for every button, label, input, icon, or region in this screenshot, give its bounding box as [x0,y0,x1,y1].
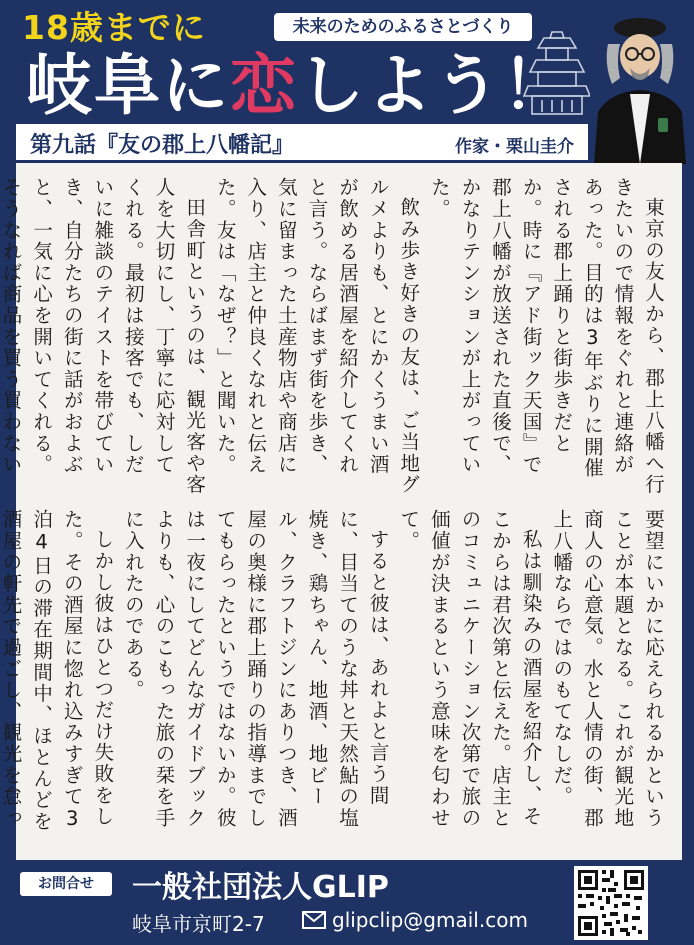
article-paragraph: 田舎町というのは、観光客や客人を大切にし、丁寧に応対してくれる。最初は接客でも、しだいに雑談のテイストを帯びていき、自分たちの街に話がおよぶと、一気に心を開いてくれる。そうなれば商品を買う買わない [0,177,207,495]
author-name: 作家・栗山圭介 [455,137,574,157]
article-paragraph: 要望にいかに応えられるかということが本題となる。これが観光地商人の心意気。水と人情の街、郡上八幡ならではのもてなしだ。 [550,509,665,829]
footer [0,860,694,945]
headline-part1: 岐阜に [26,47,230,124]
qr-code[interactable] [574,866,648,940]
article-paragraph: しかし彼はひとつだけ失敗をした。その酒屋に惚れ込みすぎて3泊4日の滞在期間中、ほとんどを酒屋の軒先で過ごし、観光を怠っ [0,509,115,832]
article-column-top [0,177,668,495]
series-headline [26,47,570,124]
kicker-text: 18歳までに [22,8,206,47]
contact-label: お問合せ [20,872,112,896]
article-column-bottom [0,509,668,847]
episode-bar [16,124,588,163]
tagline-badge: 未来のためのふるさとづくり [274,13,532,41]
address-text: 岐阜市京町2-7 [132,912,265,936]
castle-icon [522,26,592,118]
email-link[interactable]: glipclip@gmail.com [332,908,528,932]
headline-accent: 恋 [230,47,298,124]
author-photo [590,14,686,164]
article-paragraph: 私は馴染みの酒屋を紹介し、そこからは君次第と伝えた。店主とのコミュニケーション次第で旅の価値が決まるという意味を匂わせて。 [397,509,543,829]
article-paragraph: 飲み歩き好きの友は、ご当地グルメよりも、とにかくうまい酒が飲める居酒屋を紹介してくれと言う。ならばまず街を歩き、気に留まった土産物店や商店に入り、店主と仲良くなれと伝えた。友は「なぜ？」と聞いた。 [213,177,421,495]
header [0,0,694,124]
mail-icon [302,911,326,929]
organization-name: 一般社団法人GLIP [132,870,389,905]
article-paragraph: 東京の友人から、郡上八幡へ行きたいので情報をぐれと連絡があった。目的は3年ぶりに開催される郡上踊りと街歩きだとか。時に『アド街ック天国』で郡上八幡が放送された直後で、かなりテンションが上がっていた。 [427,177,665,495]
article-body [0,163,682,860]
article-paragraph: すると彼は、あれよと言う間に、目当てのうな丼と天然鮎の塩焼き、鶏ちゃん、地酒、地ビール、クラフトジンにありつき、酒屋の奥様に郡上踊りの指導までしてもらったというではないか。彼は一夜にしてどんなガイドブックよりも、心のこもった旅の栞を手に入れたのである。 [121,509,390,829]
headline-part2: しよう！ [298,47,570,124]
episode-title: 第九話『友の郡上八幡記』 [30,133,295,158]
